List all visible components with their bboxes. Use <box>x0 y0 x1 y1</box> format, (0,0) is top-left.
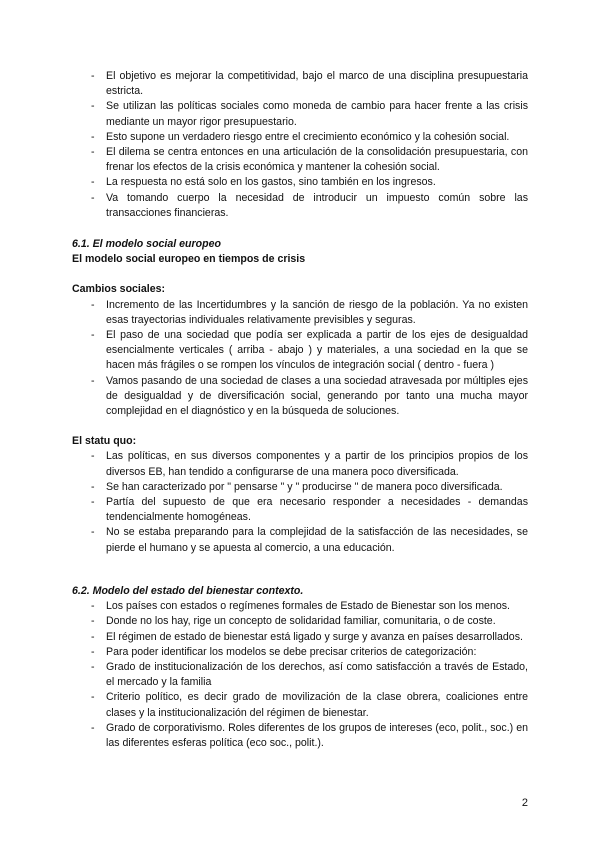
cambios-sociales-list <box>72 298 528 420</box>
list-item: - Incremento de las Incertidumbres y la sanción de riesgo de la población. Ya no existen esas trayectorias individuales relativamente previsibles y seguras. <box>72 298 528 328</box>
list-item: - Se utilizan las políticas sociales como moneda de cambio para hacer frente a las crisis mediante un mayor rigor presupuestario. <box>72 99 528 129</box>
cambios-sociales-heading: Cambios sociales: <box>72 283 166 296</box>
list-item: - Va tomando cuerpo la necesidad de introducir un impuesto común sobre las transacciones financieras. <box>72 191 528 221</box>
list-item: - Grado de corporativismo. Roles diferentes de los grupos de intereses (eco, polit., soc.) en las diferentes esferas política (eco soc., polit.). <box>72 721 528 751</box>
section-6-2-title: 6.2. Modelo del estado del bienestar contexto. <box>72 584 304 597</box>
section-6-2-list <box>72 599 528 751</box>
document-page <box>72 69 528 751</box>
list-item: - No se estaba preparando para la complejidad de la satisfacción de las necesidades, se pierde el humano y se apuesta al comercio, a una educación. <box>72 525 528 555</box>
section-6-1-title: 6.1. El modelo social europeo <box>72 238 221 251</box>
statu-quo-list <box>72 449 528 555</box>
list-item: - El objetivo es mejorar la competitividad, bajo el marco de una disciplina presupuestaria estricta. <box>72 69 528 99</box>
list-item: - Partía del supuesto de que era necesario responder a necesidades - demandas tendencialmente homogéneas. <box>72 495 528 525</box>
list-item: - El dilema se centra entonces en una articulación de la consolidación presupuestaria, con frenar los efectos de la crisis económica y mantener la cohesión social. <box>72 145 528 175</box>
list-item: - Las políticas, en sus diversos componentes y a partir de los principios propios de los diversos EB, han tendido a configurarse de una manera poco diversificada. <box>72 449 528 479</box>
list-item: - La respuesta no está solo en los gastos, sino también en los ingresos. <box>72 175 528 190</box>
list-item: - El régimen de estado de bienestar está ligado y surge y avanza en países desarrollados. <box>72 630 528 645</box>
statu-quo-heading: El statu quo: <box>72 435 137 448</box>
list-item: - El paso de una sociedad que podía ser explicada a partir de los ejes de desigualdad esencialmente verticales ( arriba - abajo ) y materiales, a una sociedad en la que se hacen más frágiles o se rompen los vínculos de integración social ( dentro - fuera ) <box>72 328 528 374</box>
intro-bullet-list <box>72 69 528 221</box>
list-item: - Esto supone un verdadero riesgo entre el crecimiento económico y la cohesión social. <box>72 130 528 145</box>
list-item: - Donde no los hay, rige un concepto de solidaridad familiar, comunitaria, o de coste. <box>72 614 528 629</box>
list-item: - Vamos pasando de una sociedad de clases a una sociedad atravesada por múltiples ejes de desigualdad y de diversificación social, generando por tanto una mucha mayor complejidad en el diagnóstico y en la búsqueda de soluciones. <box>72 374 528 420</box>
list-item: - Criterio político, es decir grado de movilización de la clase obrera, coaliciones entre clases y la institucionalización del régimen de bienestar. <box>72 690 528 720</box>
list-item: - Se han caracterizado por " pensarse " y " producirse " de manera poco diversificada. <box>72 480 528 495</box>
list-item: - Los países con estados o regímenes formales de Estado de Bienestar son los menos. <box>72 599 528 614</box>
list-item: - Grado de institucionalización de los derechos, así como satisfacción a través de Estado, el mercado y la familia <box>72 660 528 690</box>
list-item: - Para poder identificar los modelos se debe precisar criterios de categorización: <box>72 645 528 660</box>
section-6-1-subtitle: El modelo social europeo en tiempos de crisis <box>72 253 306 266</box>
page-number: 2 <box>521 797 528 809</box>
